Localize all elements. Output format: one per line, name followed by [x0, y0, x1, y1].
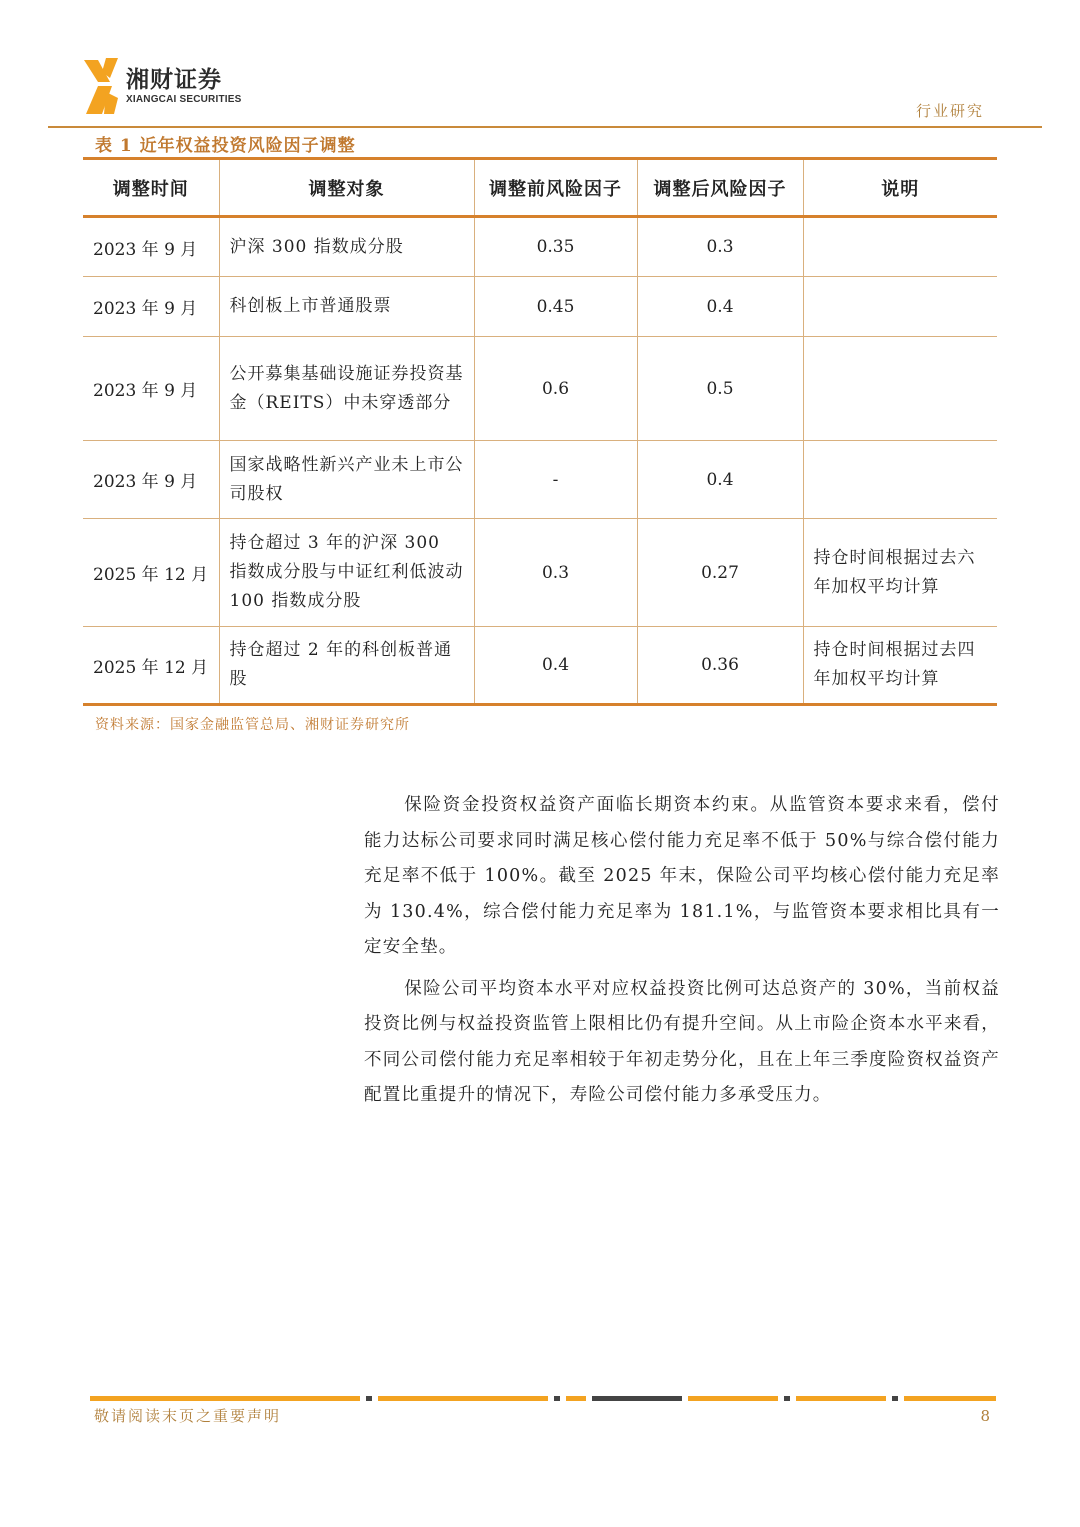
cell-time: 2025 年 12 月: [83, 519, 219, 627]
cell-time: 2025 年 12 月: [83, 627, 219, 705]
table-caption: 表 1 近年权益投资风险因子调整: [95, 136, 356, 156]
column-header-before: 调整前风险因子: [474, 159, 637, 217]
cell-object: 持仓超过 2 年的科创板普通股: [219, 627, 474, 705]
cell-note: [803, 441, 997, 519]
cell-note: 持仓时间根据过去六年加权平均计算: [803, 519, 997, 627]
table-source: 资料来源：国家金融监管总局、湘财证券研究所: [95, 717, 410, 733]
cell-time: 2023 年 9 月: [83, 277, 219, 337]
cell-after: 0.5: [637, 337, 803, 441]
cell-object: 持仓超过 3 年的沪深 300 指数成分股与中证红利低波动 100 指数成分股: [219, 519, 474, 627]
cell-object: 国家战略性新兴产业未上市公司股权: [219, 441, 474, 519]
page-number: 8: [980, 1407, 990, 1425]
cell-after: 0.4: [637, 441, 803, 519]
paragraph: 保险公司平均资本水平对应权益投资比例可达总资产的 30%，当前权益投资比例与权益投资监管上限相比仍有提升空间。从上市险企资本水平来看，不同公司偿付能力充足率相较于年初走势分化，且在上年三季度险资权益资产配置比重提升的情况下，寿险公司偿付能力多承受压力。: [364, 978, 1000, 1105]
column-header-note: 说明: [803, 159, 997, 217]
cell-time: 2023 年 9 月: [83, 441, 219, 519]
cell-object: 科创板上市普通股票: [219, 277, 474, 337]
cell-object: 公开募集基础设施证券投资基金（REITS）中未穿透部分: [219, 337, 474, 441]
footer-decorative-bar: [90, 1396, 996, 1401]
header-divider: [48, 126, 1042, 128]
table-row: [83, 627, 997, 705]
cell-time: 2023 年 9 月: [83, 337, 219, 441]
cell-note: 持仓时间根据过去四年加权平均计算: [803, 627, 997, 705]
column-header-after: 调整后风险因子: [637, 159, 803, 217]
footer-disclaimer-note: 敬请阅读末页之重要声明: [94, 1407, 282, 1425]
table-row: [83, 277, 997, 337]
cell-after: 0.36: [637, 627, 803, 705]
cell-before: 0.6: [474, 337, 637, 441]
table-row: [83, 519, 997, 627]
cell-note: [803, 337, 997, 441]
body-text: [364, 788, 1000, 1120]
table-row: [83, 217, 997, 277]
column-header-time: 调整时间: [83, 159, 219, 217]
section-label: 行业研究: [915, 102, 984, 120]
logo-mark-icon: [84, 58, 120, 114]
cell-time: 2023 年 9 月: [83, 217, 219, 277]
table-row: [83, 337, 997, 441]
table-header-row: [83, 159, 997, 217]
paragraph: 保险资金投资权益资产面临长期资本约束。从监管资本要求来看，偿付能力达标公司要求同时满足核心偿付能力充足率不低于 50%与综合偿付能力充足率不低于 100%。截至 2025 年末，保险公司平均核心偿付能力充足率为 130.4%，综合偿付能力充足率为 181.1%，与监管资本要求相比具有一定安全垫。: [364, 795, 1000, 957]
cell-object: 沪深 300 指数成分股: [219, 217, 474, 277]
column-header-object: 调整对象: [219, 159, 474, 217]
cell-note: [803, 217, 997, 277]
cell-before: 0.3: [474, 519, 637, 627]
cell-before: 0.35: [474, 217, 637, 277]
logo-chinese-name: 湘财证券: [126, 67, 222, 93]
cell-before: 0.45: [474, 277, 637, 337]
cell-after: 0.3: [637, 217, 803, 277]
table-row: [83, 441, 997, 519]
cell-note: [803, 277, 997, 337]
cell-before: -: [474, 441, 637, 519]
risk-factor-table: [83, 157, 997, 706]
logo-english-name: XIANGCAI SECURITIES: [126, 94, 242, 105]
cell-after: 0.27: [637, 519, 803, 627]
cell-before: 0.4: [474, 627, 637, 705]
company-logo: [84, 58, 241, 114]
cell-after: 0.4: [637, 277, 803, 337]
